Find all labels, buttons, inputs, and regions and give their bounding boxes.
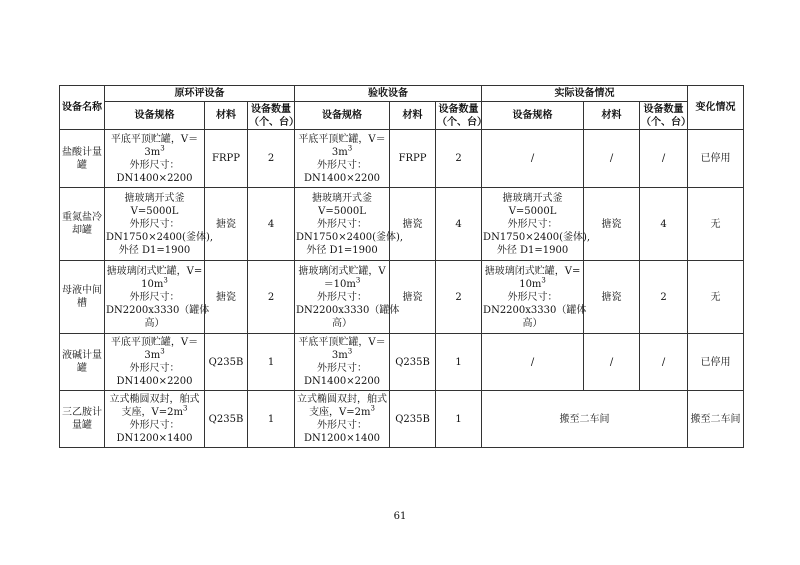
header-orig-group: 原环评设备: [105, 86, 295, 102]
change-status: 无: [688, 261, 744, 334]
equipment-name: 母液中间 槽: [60, 261, 105, 334]
act-spec: 搪玻璃闭式贮罐，V= $10m^3$ 外形尺寸： DN2200x3330（罐体 高）: [482, 261, 584, 334]
orig-material: FRPP: [205, 130, 248, 188]
equipment-name: 盐酸计量 罐: [60, 130, 105, 188]
acc-spec: 搪玻璃开式釜 V=5000L 外形尺寸： DN1750×2400(釜体), 外径 D1=1900: [295, 188, 390, 261]
header-act-qty: 设备数量 （个、台）: [641, 103, 692, 128]
orig-qty: 2: [248, 261, 295, 334]
acc-spec: 搪玻璃闭式贮罐，V $=10m^3$ 外形尺寸： DN2200x3330（罐体 高）: [295, 261, 390, 334]
orig-qty: 1: [248, 334, 295, 391]
acc-material: 搪瓷: [390, 188, 436, 261]
change-status: 无: [688, 188, 744, 261]
header-act-spec: 设备规格: [482, 102, 584, 130]
table-row: [60, 391, 744, 448]
change-status: 搬至二车间: [688, 391, 744, 448]
act-material: 搪瓷: [584, 188, 640, 261]
table-row: [60, 130, 744, 188]
act-qty: /: [640, 130, 688, 188]
act-spec: /: [482, 130, 584, 188]
change-status: 已停用: [688, 130, 744, 188]
orig-spec: 立式椭圆双封，舶式 支座，$V=2m^3$ 外形尺寸： DN1200×1400: [105, 391, 205, 448]
orig-spec: 平底平顶贮罐，V＝ $3m^3$ 外形尺寸： DN1400×2200: [105, 130, 205, 188]
header-act-group: 实际设备情况: [482, 86, 688, 102]
act-material: /: [584, 334, 640, 391]
header-acc-qty: 设备数量 （个、台）: [437, 103, 488, 128]
orig-spec: 搪玻璃闭式贮罐，V= $10m^3$ 外形尺寸： DN2200x3330（罐体 高）: [105, 261, 205, 334]
orig-spec: 搪玻璃开式釜 V=5000L 外形尺寸： DN1750×2400(釜体), 外径 D1=1900: [105, 188, 205, 261]
header-change: 变化情况: [688, 86, 744, 130]
acc-material: 搪瓷: [390, 261, 436, 334]
header-orig-material: 材料: [205, 102, 248, 130]
header-acc-group: 验收设备: [295, 86, 482, 102]
orig-spec: 平底平顶贮罐，V＝ $3m^3$ 外形尺寸： DN1400×2200: [105, 334, 205, 391]
table-row: [60, 334, 744, 391]
act-qty: 2: [640, 261, 688, 334]
table-row: [60, 261, 744, 334]
acc-spec: 平底平顶贮罐，V＝ $3m^3$ 外形尺寸： DN1400×2200: [295, 334, 390, 391]
orig-material: 搪瓷: [205, 261, 248, 334]
act-qty: /: [640, 334, 688, 391]
acc-material: FRPP: [390, 130, 436, 188]
header-orig-spec: 设备规格: [105, 102, 205, 130]
equipment-name: 液碱计量 罐: [60, 334, 105, 391]
header-name: 设备名称: [60, 86, 105, 130]
change-status: 已停用: [688, 334, 744, 391]
acc-spec: 平底平顶贮罐，V＝ $3m^3$ 外形尺寸： DN1400×2200: [295, 130, 390, 188]
acc-qty: 2: [436, 130, 482, 188]
equipment-name: 三乙胺计 量罐: [60, 391, 105, 448]
header-act-material: 材料: [584, 102, 640, 130]
acc-qty: 2: [436, 261, 482, 334]
acc-spec: 立式椭圆双封，舶式 支座，$V=2m^3$ 外形尺寸： DN1200×1400: [295, 391, 390, 448]
acc-qty: 1: [436, 391, 482, 448]
header-acc-material: 材料: [390, 102, 436, 130]
orig-qty: 2: [248, 130, 295, 188]
equipment-table: [59, 85, 744, 448]
acc-qty: 4: [436, 188, 482, 261]
orig-material: Q235B: [205, 334, 248, 391]
page-number: 61: [393, 511, 407, 522]
act-material: /: [584, 130, 640, 188]
acc-material: Q235B: [390, 334, 436, 391]
table-row: [60, 188, 744, 261]
orig-qty: 1: [248, 391, 295, 448]
orig-qty: 4: [248, 188, 295, 261]
act-material: 搪瓷: [584, 261, 640, 334]
act-qty: 4: [640, 188, 688, 261]
orig-material: Q235B: [205, 391, 248, 448]
header-orig-qty: 设备数量 （个、台）: [249, 103, 299, 128]
header-acc-spec: 设备规格: [295, 102, 390, 130]
orig-material: 搪瓷: [205, 188, 248, 261]
act-spec: /: [482, 334, 584, 391]
acc-qty: 1: [436, 334, 482, 391]
act-merged: 搬至二车间: [482, 391, 688, 448]
equipment-name: 重氮盐冷 却罐: [60, 188, 105, 261]
act-spec: 搪玻璃开式釜 V=5000L 外形尺寸： DN1750×2400(釜体), 外径 D1=1900: [482, 188, 584, 261]
acc-material: Q235B: [390, 391, 436, 448]
